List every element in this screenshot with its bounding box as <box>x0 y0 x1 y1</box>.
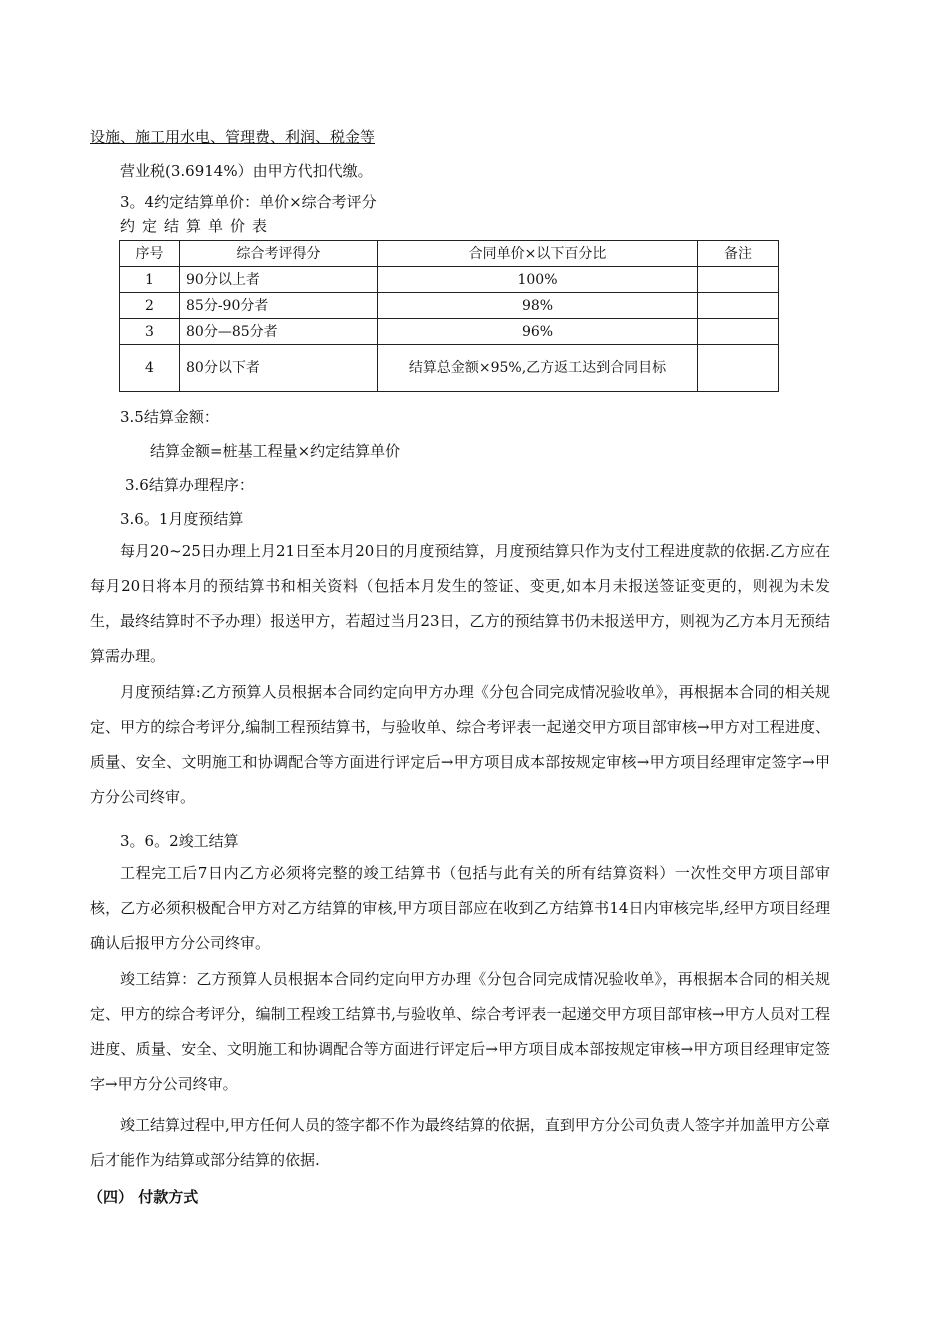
settlement-formula: 结算金额=桩基工程量×约定结算单价 <box>150 442 401 460</box>
cell-no: 4 <box>120 345 180 392</box>
paragraph-completion-schedule <box>90 856 830 961</box>
heading-settlement-procedure: 3.6结算办理程序： <box>125 476 254 494</box>
cell-score: 90分以上者 <box>180 267 378 293</box>
paragraph-monthly-schedule <box>90 534 830 674</box>
header-percentage: 合同单价×以下百分比 <box>378 241 698 267</box>
table-row <box>120 267 779 293</box>
line-business-tax: 营业税(3.6914%）由甲方代扣代缴。 <box>120 162 373 180</box>
cell-no: 3 <box>120 319 180 345</box>
cell-no: 1 <box>120 267 180 293</box>
paragraph-text: 每月20~25日办理上月21日至本月20日的月度预结算，月度预结算只作为支付工程进度款的依据.乙方应在每月20日将本月的预结算书和相关资料（包括本月发生的签证、变更,如本月未报送签证变更的，则视为未发生，最终结算时不予办理）报送甲方，若超过当月23日，乙方的预结算书仍未报送甲方，则视为乙方本月无预结算需办理。 <box>90 542 830 665</box>
cell-note <box>698 345 779 392</box>
paragraph-text: 月度预结算:乙方预算人员根据本合同约定向甲方办理《分包合同完成情况验收单》，再根据本合同的相关规定、甲方的综合考评分,编制工程预结算书，与验收单、综合考评表一起递交甲方项目部审核→甲方对工程进度、质量、安全、文明施工和协调配合等方面进行评定后→甲方项目成本部按规定审核→甲方项目经理审定签字→甲方分公司终审。 <box>90 683 830 806</box>
heading-settlement-amount: 3.5结算金额： <box>120 408 219 426</box>
cell-percentage: 98% <box>378 293 698 319</box>
cell-note <box>698 319 779 345</box>
paragraph-monthly-procedure <box>90 675 830 815</box>
header-score: 综合考评得分 <box>180 241 378 267</box>
settlement-price-table <box>119 240 779 392</box>
cell-note <box>698 267 779 293</box>
table-row <box>120 319 779 345</box>
line-unit-price-rule: 3。4约定结算单价：单价×综合考评分 <box>120 193 377 211</box>
table-row <box>120 345 779 392</box>
table-title: 约定结算单价表 <box>120 217 275 235</box>
cell-percentage: 96% <box>378 319 698 345</box>
paragraph-text: 工程完工后7日内乙方必须将完整的竣工结算书（包括与此有关的所有结算资料）一次性交甲方项目部审核，乙方必须积极配合甲方对乙方结算的审核,甲方项目部应在收到乙方结算书14日内审核完毕,经甲方项目经理确认后报甲方分公司终审。 <box>90 864 830 952</box>
line-cost-items: 设施、施工用水电、管理费、利润、税金等 <box>90 128 376 146</box>
paragraph-signature-rule <box>90 1108 830 1178</box>
section-payment-method: （四） 付款方式 <box>88 1188 199 1206</box>
cell-percentage: 结算总金额×95%,乙方返工达到合同目标 <box>378 345 698 392</box>
header-note: 备注 <box>698 241 779 267</box>
heading-completion-settlement: 3。6。2竣工结算 <box>120 832 239 850</box>
paragraph-completion-procedure <box>90 962 830 1102</box>
table-row <box>120 293 779 319</box>
cell-score: 80分以下者 <box>180 345 378 392</box>
header-no: 序号 <box>120 241 180 267</box>
cell-note <box>698 293 779 319</box>
heading-monthly-presettlement: 3.6。1月度预结算 <box>120 510 244 528</box>
cell-percentage: 100% <box>378 267 698 293</box>
cell-score: 80分—85分者 <box>180 319 378 345</box>
table-header-row <box>120 241 779 267</box>
cell-score: 85分-90分者 <box>180 293 378 319</box>
paragraph-text: 竣工结算过程中,甲方任何人员的签字都不作为最终结算的依据，直到甲方分公司负责人签字并加盖甲方公章后才能作为结算或部分结算的依据. <box>90 1116 830 1169</box>
cell-no: 2 <box>120 293 180 319</box>
paragraph-text: 竣工结算：乙方预算人员根据本合同约定向甲方办理《分包合同完成情况验收单》，再根据本合同的相关规定、甲方的综合考评分，编制工程竣工结算书,与验收单、综合考评表一起递交甲方项目部审核→甲方人员对工程进度、质量、安全、文明施工和协调配合等方面进行评定后→甲方项目成本部按规定审核→甲方项目经理审定签字→甲方分公司终审。 <box>90 970 830 1093</box>
